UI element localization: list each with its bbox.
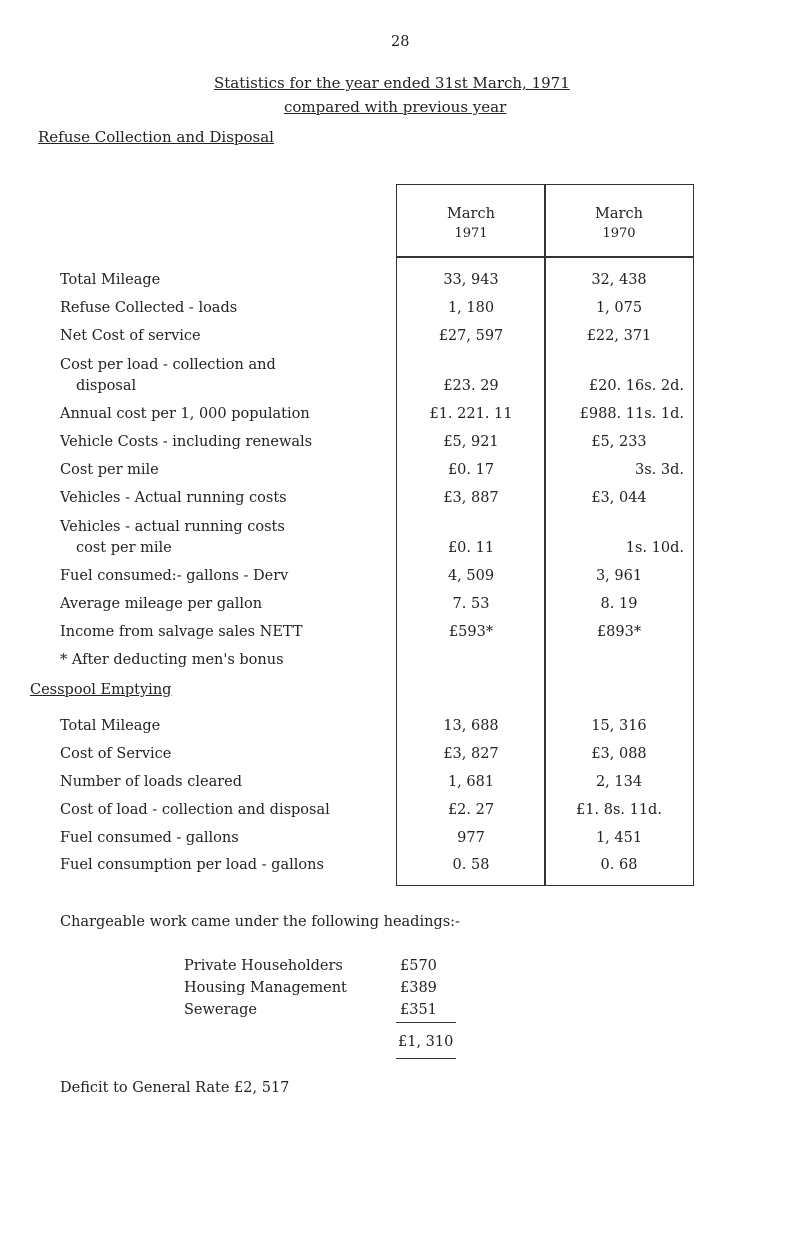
table-cell-1970: £1. 8s. 11d.: [576, 802, 662, 818]
table-cell-1971: 1, 681: [447, 774, 495, 790]
col-header-1970: [546, 206, 692, 241]
page-title: Statistics for the year ended 31st March, 1971: [214, 74, 570, 92]
chargeable-item-label: Housing Management: [184, 980, 347, 996]
table-row-label: Vehicles - Actual running costs: [60, 490, 287, 506]
table-cell-1971: 33, 943: [443, 272, 499, 288]
table-cell-1970: £988. 11s. 1d.: [579, 406, 684, 422]
col-header-1971-year: 1971: [454, 226, 488, 241]
table-cell-1971: 0. 58: [452, 857, 490, 873]
table-cell-1970: 1, 451: [595, 830, 643, 846]
table-cell-1971: £3, 887: [443, 490, 499, 506]
table-cell-1970: £5, 233: [591, 434, 647, 450]
sum-rule-bottom: [396, 1058, 456, 1059]
col-header-1971-month: March: [447, 206, 495, 222]
footnote: * After deducting men's bonus: [60, 652, 284, 668]
table-cell-1971: 1, 180: [447, 300, 495, 316]
table-cell-1971: 13, 688: [443, 718, 499, 734]
chargeable-item-label: Private Householders: [184, 958, 343, 974]
table-cell-1970: 8. 19: [600, 596, 638, 612]
table-row-label: Net Cost of service: [60, 328, 201, 344]
table-row-label-cont: disposal: [76, 378, 137, 394]
table-row-label: Refuse Collected - loads: [60, 300, 238, 316]
col-header-1970-year: 1970: [602, 226, 636, 241]
table-cell-1971: 4, 509: [447, 568, 495, 584]
deficit-line: Deficit to General Rate £2, 517: [60, 1080, 290, 1096]
table-row-label: Cost per mile: [60, 462, 159, 478]
table-cell-1971: £3, 827: [443, 746, 499, 762]
table-row-label: Fuel consumed - gallons: [60, 830, 239, 846]
table-cell-1970: 1s. 10d.: [625, 540, 684, 556]
table-row-label: Annual cost per 1, 000 population: [60, 406, 310, 422]
table-cell-1970: 1, 075: [595, 300, 643, 316]
table-cell-1971: £27, 597: [438, 328, 504, 344]
table-row-label: Cost of load - collection and disposal: [60, 802, 330, 818]
table-cell-1970: 3s. 3d.: [634, 462, 684, 478]
chargeable-item-label: Sewerage: [184, 1002, 257, 1018]
table-cell-1971: £0. 17: [447, 462, 495, 478]
table-row-label: Vehicle Costs - including renewals: [60, 434, 313, 450]
page-subtitle: compared with previous year: [284, 98, 507, 116]
table-cell-1970: £3, 088: [591, 746, 647, 762]
table-cell-1971: 977: [457, 830, 485, 846]
table-cell-1971: 7. 53: [452, 596, 490, 612]
table-row-label: Vehicles - actual running costs: [60, 519, 285, 535]
col-header-1970-month: March: [595, 206, 643, 222]
table-row-label: Number of loads cleared: [60, 774, 243, 790]
table-row-label: Fuel consumption per load - gallons: [60, 857, 324, 873]
table-cell-1971: £2. 27: [447, 802, 495, 818]
chargeable-item-value: £351: [400, 1002, 437, 1018]
table-cell-1970: £893*: [596, 624, 642, 640]
chargeable-total: £1, 310: [398, 1034, 454, 1050]
chargeable-item-value: £570: [400, 958, 437, 974]
table-cell-1971: £1. 221. 11: [429, 406, 513, 422]
page-number: 28: [391, 34, 410, 50]
table-row-label: Cost per load - collection and: [60, 357, 276, 373]
table-cell-1970: £22, 371: [586, 328, 652, 344]
table-cell-1970: £3, 044: [591, 490, 647, 506]
table-row-label-cont: cost per mile: [76, 540, 172, 556]
table-cell-1970: 0. 68: [600, 857, 638, 873]
table-cell-1971: £593*: [448, 624, 494, 640]
sum-rule-top: [396, 1022, 456, 1023]
table-cell-1970: 32, 438: [591, 272, 647, 288]
table-cell-1970: £20. 16s. 2d.: [588, 378, 684, 394]
table-cell-1971: £5, 921: [443, 434, 499, 450]
header-divider: [396, 256, 694, 258]
table-cell-1970: 3, 961: [595, 568, 643, 584]
table-cell-1970: 2, 134: [595, 774, 643, 790]
table-row-label: Fuel consumed:- gallons - Derv: [60, 568, 289, 584]
table-row-label: Total Mileage: [60, 718, 161, 734]
table-row-label: Total Mileage: [60, 272, 161, 288]
table-cell-1970: 15, 316: [591, 718, 647, 734]
col-header-1971: [398, 206, 544, 241]
table-row-label: Income from salvage sales NETT: [60, 624, 303, 640]
chargeable-intro: Chargeable work came under the following headings:-: [60, 914, 460, 930]
table-row-label: Cost of Service: [60, 746, 172, 762]
section-heading-refuse: Refuse Collection and Disposal: [38, 128, 274, 146]
table-cell-1971: £23. 29: [443, 378, 499, 394]
table-row-label: Average mileage per gallon: [60, 596, 263, 612]
section-heading-cesspool: Cesspool Emptying: [30, 682, 172, 698]
chargeable-item-value: £389: [400, 980, 437, 996]
table-cell-1971: £0. 11: [447, 540, 495, 556]
